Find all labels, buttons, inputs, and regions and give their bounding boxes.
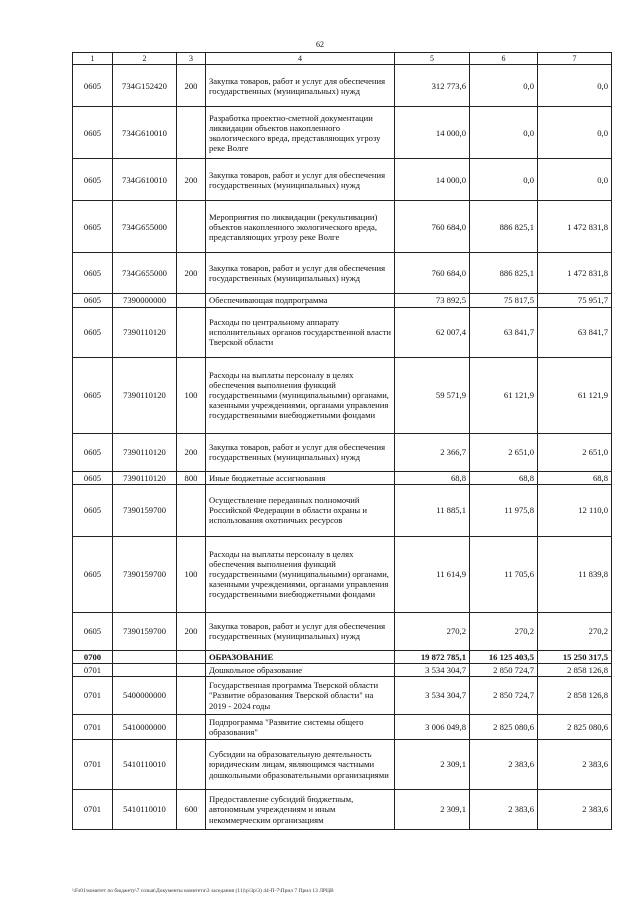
amount-col6-cell: 11 975,8 <box>470 484 538 536</box>
item-name-cell: Иные бюджетные ассигнования <box>206 471 395 484</box>
table-row <box>73 715 612 740</box>
amount-col5-cell: 73 892,5 <box>395 294 470 307</box>
amount-col5-cell: 68,8 <box>395 471 470 484</box>
table-row <box>73 65 612 107</box>
section-code-cell: 0605 <box>73 159 113 201</box>
amount-col5-cell: 270,2 <box>395 612 470 650</box>
item-name-cell: Расходы на выплаты персоналу в целях обеспечения выполнения функций государственными (муниципальными) органами, казенными учреждениями, органами управления государственными внебюджетными фондами <box>206 357 395 433</box>
section-code-cell: 0701 <box>73 715 113 740</box>
page-number: 62 <box>316 40 324 49</box>
section-code-cell: 0701 <box>73 790 113 830</box>
expense-type-cell <box>177 677 206 715</box>
amount-col7-cell: 0,0 <box>538 159 612 201</box>
amount-col6-cell: 68,8 <box>470 471 538 484</box>
section-code-cell: 0605 <box>73 65 113 107</box>
amount-col5-cell: 14 000,0 <box>395 107 470 159</box>
amount-col5-cell: 62 007,4 <box>395 307 470 357</box>
amount-col5-cell: 760 684,0 <box>395 201 470 253</box>
table-row <box>73 471 612 484</box>
table-row <box>73 107 612 159</box>
expense-type-cell <box>177 107 206 159</box>
table-body <box>73 65 612 830</box>
amount-col5-cell: 11 885,1 <box>395 484 470 536</box>
expense-type-cell <box>177 663 206 676</box>
expense-type-cell <box>177 294 206 307</box>
amount-col5-cell: 3 534 304,7 <box>395 663 470 676</box>
amount-col5-cell: 3 006 049,8 <box>395 715 470 740</box>
amount-col7-cell: 270,2 <box>538 612 612 650</box>
expense-type-cell: 200 <box>177 253 206 294</box>
amount-col6-cell: 0,0 <box>470 65 538 107</box>
amount-col7-cell: 75 951,7 <box>538 294 612 307</box>
table-row <box>73 612 612 650</box>
expense-type-cell <box>177 650 206 663</box>
article-code-cell: 734G610010 <box>113 159 177 201</box>
section-code-cell: 0605 <box>73 484 113 536</box>
expense-type-cell <box>177 201 206 253</box>
item-name-cell: Закупка товаров, работ и услуг для обеспечения государственных (муниципальных) нужд <box>206 612 395 650</box>
amount-col6-cell: 2 850 724,7 <box>470 663 538 676</box>
amount-col7-cell: 2 858 126,8 <box>538 663 612 676</box>
table-row <box>73 650 612 663</box>
amount-col5-cell: 59 571,9 <box>395 357 470 433</box>
item-name-cell: Расходы по центральному аппарату исполнительных органов государственной власти Тверской области <box>206 307 395 357</box>
amount-col6-cell: 886 825,1 <box>470 201 538 253</box>
expense-type-cell <box>177 307 206 357</box>
article-code-cell: 5410110010 <box>113 740 177 790</box>
amount-col5-cell: 312 773,6 <box>395 65 470 107</box>
article-code-cell: 7390159700 <box>113 536 177 612</box>
item-name-cell: Субсидии на образовательную деятельность юридическим лицам, являющимся частными дошкольными образовательными организациями <box>206 740 395 790</box>
article-code-cell: 734G655000 <box>113 253 177 294</box>
col-header-6: 6 <box>470 53 538 65</box>
table-row <box>73 740 612 790</box>
article-code-cell <box>113 650 177 663</box>
amount-col6-cell: 0,0 <box>470 107 538 159</box>
item-name-cell: ОБРАЗОВАНИЕ <box>206 650 395 663</box>
amount-col6-cell: 2 850 724,7 <box>470 677 538 715</box>
amount-col6-cell: 2 383,6 <box>470 790 538 830</box>
section-code-cell: 0605 <box>73 612 113 650</box>
amount-col5-cell: 2 309,1 <box>395 740 470 790</box>
amount-col7-cell: 68,8 <box>538 471 612 484</box>
expense-type-cell <box>177 484 206 536</box>
expense-type-cell: 200 <box>177 65 206 107</box>
table-row <box>73 159 612 201</box>
table-row <box>73 663 612 676</box>
amount-col6-cell: 886 825,1 <box>470 253 538 294</box>
item-name-cell: Закупка товаров, работ и услуг для обеспечения государственных (муниципальных) нужд <box>206 159 395 201</box>
amount-col7-cell: 63 841,7 <box>538 307 612 357</box>
amount-col7-cell: 2 825 080,6 <box>538 715 612 740</box>
section-code-cell: 0605 <box>73 307 113 357</box>
expense-type-cell: 100 <box>177 536 206 612</box>
amount-col6-cell: 61 121,9 <box>470 357 538 433</box>
item-name-cell: Расходы на выплаты персоналу в целях обеспечения выполнения функций государственными (муниципальными) органами, казенными учреждениями, органами управления государственными внебюджетными фондами <box>206 536 395 612</box>
section-code-cell: 0605 <box>73 107 113 159</box>
article-code-cell: 7390110120 <box>113 307 177 357</box>
article-code-cell: 7390110120 <box>113 433 177 471</box>
article-code-cell: 7390159700 <box>113 612 177 650</box>
expense-type-cell: 800 <box>177 471 206 484</box>
section-code-cell: 0605 <box>73 294 113 307</box>
section-code-cell: 0605 <box>73 536 113 612</box>
article-code-cell: 5410110010 <box>113 790 177 830</box>
table-row <box>73 253 612 294</box>
amount-col7-cell: 11 839,8 <box>538 536 612 612</box>
article-code-cell: 734G655000 <box>113 201 177 253</box>
section-code-cell: 0605 <box>73 433 113 471</box>
col-header-3: 3 <box>177 53 206 65</box>
item-name-cell: Закупка товаров, работ и услуг для обеспечения государственных (муниципальных) нужд <box>206 253 395 294</box>
section-code-cell: 0605 <box>73 201 113 253</box>
amount-col7-cell: 2 383,6 <box>538 790 612 830</box>
amount-col5-cell: 760 684,0 <box>395 253 470 294</box>
amount-col6-cell: 11 705,6 <box>470 536 538 612</box>
header-row <box>73 53 612 65</box>
amount-col7-cell: 1 472 831,8 <box>538 253 612 294</box>
table-row <box>73 294 612 307</box>
amount-col5-cell: 14 000,0 <box>395 159 470 201</box>
amount-col7-cell: 0,0 <box>538 65 612 107</box>
amount-col6-cell: 75 817,5 <box>470 294 538 307</box>
article-code-cell: 734G610010 <box>113 107 177 159</box>
col-header-5: 5 <box>395 53 470 65</box>
item-name-cell: Мероприятия по ликвидации (рекультивации) объектов накопленного экологического вреда, представляющих угрозу реке Волге <box>206 201 395 253</box>
amount-col7-cell: 61 121,9 <box>538 357 612 433</box>
amount-col5-cell: 3 534 304,7 <box>395 677 470 715</box>
article-code-cell: 7390159700 <box>113 484 177 536</box>
amount-col6-cell: 16 125 403,5 <box>470 650 538 663</box>
col-header-4: 4 <box>206 53 395 65</box>
section-code-cell: 0701 <box>73 740 113 790</box>
article-code-cell <box>113 663 177 676</box>
amount-col6-cell: 2 651,0 <box>470 433 538 471</box>
amount-col6-cell: 0,0 <box>470 159 538 201</box>
col-header-1: 1 <box>73 53 113 65</box>
section-code-cell: 0701 <box>73 663 113 676</box>
amount-col7-cell: 0,0 <box>538 107 612 159</box>
expense-type-cell: 600 <box>177 790 206 830</box>
amount-col5-cell: 2 366,7 <box>395 433 470 471</box>
section-code-cell: 0605 <box>73 471 113 484</box>
table-row <box>73 433 612 471</box>
item-name-cell: Закупка товаров, работ и услуг для обеспечения государственных (муниципальных) нужд <box>206 65 395 107</box>
section-code-cell: 0605 <box>73 357 113 433</box>
section-code-cell: 0701 <box>73 677 113 715</box>
amount-col5-cell: 11 614,9 <box>395 536 470 612</box>
section-code-cell: 0700 <box>73 650 113 663</box>
col-header-7: 7 <box>538 53 612 65</box>
item-name-cell: Разработка проектно-сметной документации ликвидации объектов накопленного экологического вреда, представляющих угрозу реке Волге <box>206 107 395 159</box>
col-header-2: 2 <box>113 53 177 65</box>
expense-type-cell: 100 <box>177 357 206 433</box>
article-code-cell: 7390110120 <box>113 471 177 484</box>
table-row <box>73 790 612 830</box>
budget-table <box>72 52 612 830</box>
amount-col7-cell: 15 250 317,5 <box>538 650 612 663</box>
section-code-cell: 0605 <box>73 253 113 294</box>
item-name-cell: Государственная программа Тверской области "Развитие образования Тверской области" на 2019 - 2024 годы <box>206 677 395 715</box>
expense-type-cell <box>177 715 206 740</box>
item-name-cell: Предоставление субсидий бюджетным, автономным учреждениям и иным некоммерческим организациям <box>206 790 395 830</box>
item-name-cell: Осуществление переданных полномочий Российской Федерации в области охраны и использования охотничьих ресурсов <box>206 484 395 536</box>
table-row <box>73 677 612 715</box>
article-code-cell: 5400000000 <box>113 677 177 715</box>
table-row <box>73 484 612 536</box>
amount-col7-cell: 2 383,6 <box>538 740 612 790</box>
article-code-cell: 734G152420 <box>113 65 177 107</box>
article-code-cell: 5410000000 <box>113 715 177 740</box>
amount-col7-cell: 12 110,0 <box>538 484 612 536</box>
amount-col6-cell: 2 383,6 <box>470 740 538 790</box>
amount-col6-cell: 63 841,7 <box>470 307 538 357</box>
amount-col5-cell: 2 309,1 <box>395 790 470 830</box>
amount-col6-cell: 2 825 080,6 <box>470 715 538 740</box>
expense-type-cell: 200 <box>177 612 206 650</box>
file-path-footer: \\Fs01\комитет по бюджету\7 созыв\Документы комитета\3 заседания (11)\р\3р\3) 44-П-7\Прил 7 Прил 13 ЛРЦВ <box>72 888 334 894</box>
expense-type-cell: 200 <box>177 433 206 471</box>
item-name-cell: Дошкольное образование <box>206 663 395 676</box>
expense-type-cell <box>177 740 206 790</box>
amount-col5-cell: 19 872 785,1 <box>395 650 470 663</box>
article-code-cell: 7390110120 <box>113 357 177 433</box>
table-row <box>73 357 612 433</box>
item-name-cell: Закупка товаров, работ и услуг для обеспечения государственных (муниципальных) нужд <box>206 433 395 471</box>
table-row <box>73 201 612 253</box>
expense-type-cell: 200 <box>177 159 206 201</box>
amount-col7-cell: 1 472 831,8 <box>538 201 612 253</box>
amount-col7-cell: 2 651,0 <box>538 433 612 471</box>
table-row <box>73 307 612 357</box>
item-name-cell: Подпрограмма "Развитие системы общего образования" <box>206 715 395 740</box>
table-row <box>73 536 612 612</box>
amount-col6-cell: 270,2 <box>470 612 538 650</box>
item-name-cell: Обеспечивающая подпрограмма <box>206 294 395 307</box>
amount-col7-cell: 2 858 126,8 <box>538 677 612 715</box>
article-code-cell: 7390000000 <box>113 294 177 307</box>
